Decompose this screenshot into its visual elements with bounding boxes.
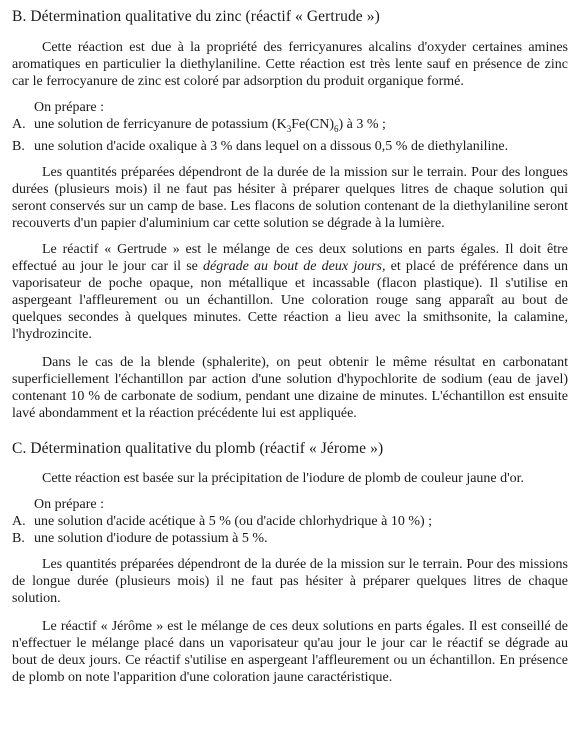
- list-marker: B.: [12, 138, 25, 154]
- list-item-text: une solution d'acide oxalique à 3 % dans lequel on a dissous 0,5 % de diethylaniline.: [34, 138, 509, 154]
- list-marker: B.: [12, 530, 25, 546]
- list-marker: A.: [12, 117, 26, 132]
- paragraph-zinc-quantities: Les quantités préparées dépendront de la durée de la mission sur le terrain. Pour des longues durées (plusieurs mois) il ne faut pas hésiter à préparer quelques litres de chaque solution qui seront conservés sur un camp de base. Les flacons de solution contenant de la diethylaniline seront recouverts d'un papier d'aluminium car cette solution se dégrade à la lumière.: [12, 164, 568, 231]
- preparation-label: On prépare :: [34, 496, 104, 512]
- list-item-text: une solution de ferricyanure de potassium $(K_3Fe(CN)_6)$ à 3 % ;: [34, 117, 386, 134]
- list-item-solution-a: [12, 513, 568, 530]
- list-item-text: une solution d'acide acétique à 5 % (ou d'acide chlorhydrique à 10 %) ;: [34, 513, 433, 529]
- preparation-label: On prépare :: [34, 100, 104, 115]
- section-title-lead: C. Détermination qualitative du plomb (réactif « Jérome »): [12, 439, 384, 457]
- list-item-solution-b: [12, 530, 568, 547]
- paragraph-zinc-reagent: Le réactif « Gertrude » est le mélange de ces deux solutions en parts égales. Il doit être effectué au jour le jour car il se dégrade au bout de deux jours, et placé de préférence dans un vaporisateur de poche opaque, non métallique et incassable (flacon plastique). Il s'utilise en aspergeant l'affleurement ou un échantillon. Une coloration rouge sang apparaît au bout de quelques secondes à quelques minutes. Cette réaction a lieu avec la smithsonite, la calamine, l'hydrozincite.: [12, 241, 568, 342]
- paragraph-zinc-blende: Dans le cas de la blende (sphalerite), on peut obtenir le même résultat en carbonatant superficiellement l'échantillon par action d'une solution d'hypochlorite de sodium (eau de javel) contenant 10 % de carbonate de sodium, pendant une dizaine de minutes. L'échantillon est ensuite lavé abondamment et la réaction précédente lui est appliquée.: [12, 354, 568, 421]
- list-item-solution-a: [12, 116, 568, 138]
- paragraph-zinc-intro: Cette réaction est due à la propriété des ferricyanures alcalins d'oxyder certaines amines aromatiques en particulier la diethylaniline. Cette réaction est très lente sauf en présence de zinc car le ferrocyanure de zinc est coloré par adsorption du produit organique formé.: [12, 40, 568, 89]
- section-lead: [12, 440, 568, 686]
- paragraph-lead-intro: Cette réaction est basée sur la précipitation de l'iodure de plomb de couleur jaune d'or.: [42, 470, 525, 486]
- section-zinc: [12, 8, 568, 422]
- section-title-zinc: B. Détermination qualitative du zinc (réactif « Gertrude »): [12, 8, 380, 25]
- list-item-text: une solution d'iodure de potassium à 5 %.: [34, 530, 268, 546]
- paragraph-lead-quantities: Les quantités préparées dépendront de la durée de la mission sur le terrain. Pour des missions de longue durée (plusieurs mois) il ne faut pas hésiter à préparer quelques litres de chaque solution.: [12, 556, 568, 606]
- list-marker: A.: [12, 513, 26, 529]
- list-item-solution-b: [12, 138, 568, 155]
- paragraph-lead-reagent: Le réactif « Jérôme » est le mélange de ces deux solutions en parts égales. Il est conseillé de n'effectuer le mélange placé dans un vaporisateur qu'au jour le jour car le réactif se dégrade au bout de deux jours. Ce réactif s'utilise en aspergeant l'affleurement ou un échantillon. En présence de plomb on note l'apparition d'une coloration jaune caractéristique.: [12, 618, 568, 685]
